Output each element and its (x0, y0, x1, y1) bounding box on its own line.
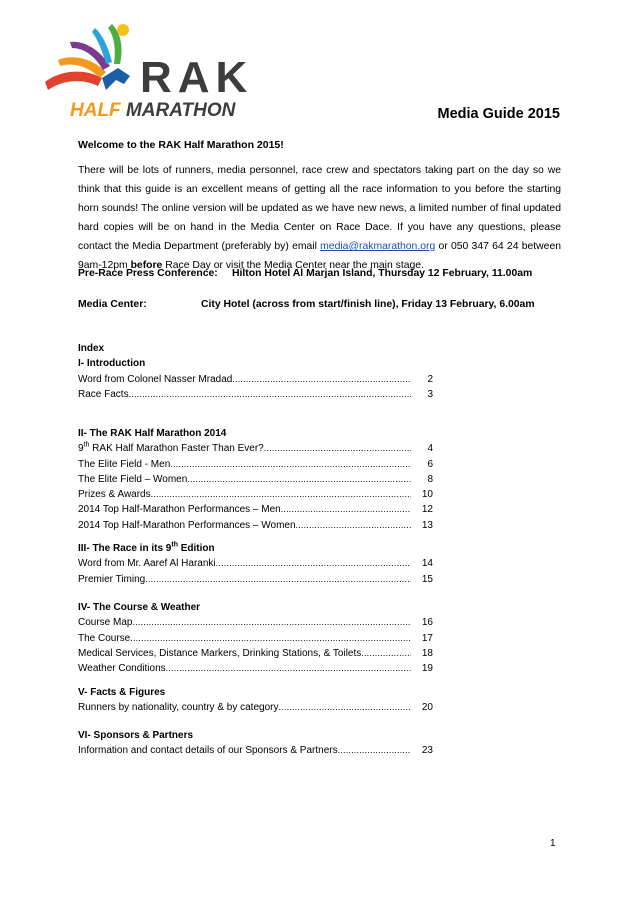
media-center-label: Media Center: (78, 299, 147, 310)
entry-label: The Elite Field - Men (78, 458, 171, 470)
heading-text-end: Edition (177, 543, 215, 554)
entry-label: Premier Timing (78, 573, 146, 585)
entry-label: Weather Conditions (78, 663, 166, 675)
entry-label: The Course (78, 632, 131, 644)
leader-dots (170, 457, 411, 472)
intro-paragraph (78, 161, 561, 275)
leader-dots (216, 556, 411, 571)
index-title: Index (78, 343, 105, 354)
entry-page: 10 (421, 489, 433, 501)
logo-half-text: HALF (70, 100, 121, 121)
entry-label: Word from Mr. Aaref Al Haranki (78, 558, 216, 570)
entry-label-sup: th (83, 441, 90, 449)
index-section-3 (78, 541, 433, 587)
intro-text-1: There will be lots of runners, media personnel, race crew and spectators taking part on the day so we think that this guide is an excellent means of getting all the race information to you before the starting horn sounds! The online version will be updated as we have new news, a limited number of final updated hard copies will be on hand in the Media Center on Race Dace. If you have any questions, please contact the Media Department (preferably by) email (78, 165, 561, 252)
index-heading-facts-figures: V- Facts & Figures (78, 687, 166, 698)
index-section-4 (78, 600, 433, 676)
media-center-value: City Hotel (across from start/finish line), Friday 13 February, 6.00am (201, 299, 535, 310)
entry-page: 6 (427, 458, 433, 470)
leader-dots (132, 615, 411, 630)
index-entry[interactable] (78, 457, 433, 472)
entry-page: 2 (427, 373, 433, 385)
entry-label: Race Facts (78, 388, 129, 400)
entry-label: Word from Colonel Nasser Mradad (78, 373, 233, 385)
heading-text: III- The Race in its 9 (78, 543, 172, 554)
welcome-heading: Welcome to the RAK Half Marathon 2015! (78, 139, 284, 151)
entry-page: 13 (421, 519, 433, 531)
index-section-2 (78, 426, 433, 533)
intro-text-2: or 050 347 64 24 between 9am-12pm (78, 241, 562, 271)
index-entry[interactable] (78, 631, 433, 646)
index-entry[interactable] (78, 556, 433, 571)
press-conference-label: Pre-Race Press Conference: (78, 268, 218, 279)
entry-page: 20 (421, 702, 433, 714)
index-section-1 (78, 341, 433, 402)
heading-sup: th (171, 541, 178, 549)
leader-dots (145, 572, 411, 587)
index-entry[interactable] (78, 572, 433, 587)
page-number: 1 (550, 838, 556, 849)
index-entry[interactable] (78, 700, 433, 715)
leader-dots (264, 441, 411, 456)
leader-dots (151, 487, 411, 502)
logo-subtitle (70, 100, 235, 122)
leader-dots (278, 700, 411, 715)
leader-dots (361, 646, 411, 661)
entry-page: 19 (421, 663, 433, 675)
entry-page: 23 (421, 745, 433, 757)
media-email-link[interactable]: media@rakmarathon.org (320, 241, 436, 252)
entry-label: Prizes & Awards (78, 489, 151, 501)
intro-text-3: Race Day or visit the Media Center near the main stage. (162, 260, 424, 271)
logo-rak-text: RAK (140, 53, 254, 102)
index-heading-9th-edition (78, 541, 433, 556)
entry-label: Runners by nationality, country & by category (78, 702, 279, 714)
page-title: Media Guide 2015 (437, 106, 560, 122)
index-entry[interactable] (78, 743, 433, 758)
index-section-5 (78, 685, 433, 716)
entry-page: 16 (421, 617, 433, 629)
entry-label (78, 441, 264, 456)
entry-label-number: 9 (78, 443, 84, 455)
entry-label: 2014 Top Half-Marathon Performances – Men (78, 504, 281, 516)
index-entry[interactable] (78, 615, 433, 630)
entry-page: 15 (421, 573, 433, 585)
index-entry[interactable] (78, 472, 433, 487)
entry-page: 4 (427, 443, 433, 455)
index-entry[interactable] (78, 502, 433, 517)
index-heading-introduction: I- Introduction (78, 358, 146, 370)
entry-label: Course Map (78, 617, 133, 629)
leader-dots (130, 631, 411, 646)
leader-dots (338, 743, 411, 758)
leader-dots (281, 502, 411, 517)
index-section-6 (78, 728, 433, 759)
leader-dots (296, 518, 411, 533)
entry-label: Medical Services, Distance Markers, Drinking Stations, & Toilets (78, 647, 362, 659)
index-entry[interactable] (78, 661, 433, 676)
leader-dots (187, 472, 411, 487)
index-entry[interactable] (78, 487, 433, 502)
entry-label: 2014 Top Half-Marathon Performances – Women (78, 519, 296, 531)
entry-page: 17 (421, 632, 433, 644)
intro-bold-before: before (130, 260, 163, 271)
entry-label: Information and contact details of our Sponsors & Partners (78, 745, 338, 757)
rak-half-marathon-logo (40, 20, 254, 125)
index-entry[interactable] (78, 518, 433, 533)
entry-page: 12 (421, 504, 433, 516)
entry-page: 14 (421, 558, 433, 570)
index-entry[interactable] (78, 387, 433, 402)
index-entry[interactable] (78, 372, 433, 387)
entry-page: 3 (427, 388, 433, 400)
index-heading-rak-2014: II- The RAK Half Marathon 2014 (78, 428, 227, 439)
entry-page: 18 (421, 647, 433, 659)
leader-dots (166, 661, 411, 676)
leader-dots (232, 372, 411, 387)
index-heading-course-weather: IV- The Course & Weather (78, 602, 201, 613)
press-conference-value: Hilton Hotel Al Marjan Island, Thursday 12 February, 11.00am (232, 268, 533, 279)
entry-label: The Elite Field – Women (78, 473, 188, 485)
leader-dots (129, 387, 411, 402)
entry-page: 8 (427, 473, 433, 485)
entry-label-text: RAK Half Marathon Faster Than Ever? (89, 443, 264, 455)
logo-marathon-text: MARATHON (125, 100, 236, 121)
index-entry[interactable] (78, 441, 433, 456)
index-heading-sponsors-partners: VI- Sponsors & Partners (78, 730, 194, 741)
index-entry[interactable] (78, 646, 433, 661)
